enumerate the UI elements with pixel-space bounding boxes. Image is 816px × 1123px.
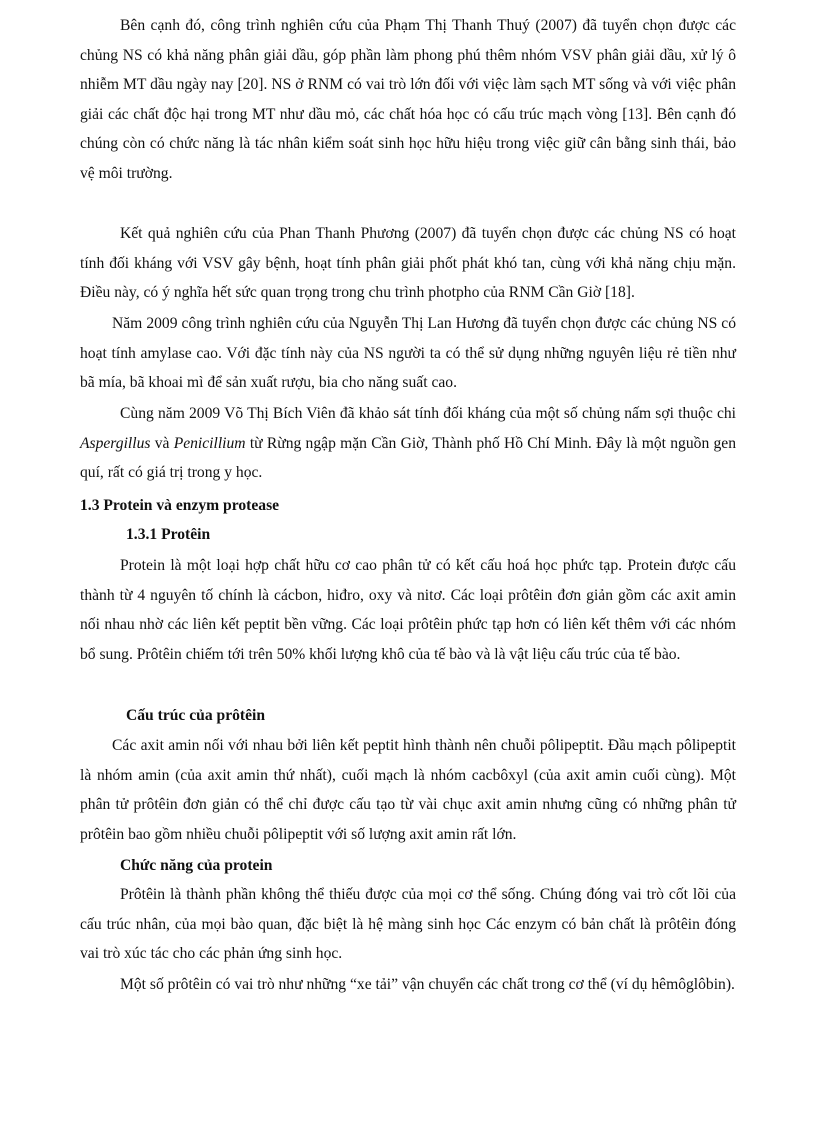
paragraph-amylase: Năm 2009 công trình nghiên cứu của Nguyễn Thị Lan Hương đã tuyển chọn được các chủng NS có hoạt tính amylase cao. Với đặc tính này của NS người ta có thể sử dụng những nguyên liệu rẻ tiền như bã mía, bã khoai mì để sản xuất rượu, bia cho năng suất cao.	[80, 315, 736, 391]
function-heading: Chức năng của protein	[120, 857, 273, 874]
section-heading: 1.3 Protein và enzym protease	[80, 497, 280, 514]
paragraph-mold-antagonism	[80, 399, 736, 488]
paragraph-protein-function: Prôtêin là thành phần không thể thiếu được của mọi cơ thể sống. Chúng đóng vai trò cốt lõi của cấu trúc nhân, của mọi bào quan, đặc biệt là hệ màng sinh học Các enzym có bản chất là prôtêin đóng vai trò xúc tác cho các phản ứng sinh học.	[80, 886, 736, 962]
genus-penicillium: Penicillium	[173, 434, 246, 452]
structure-heading: Cấu trúc của prôtêin	[126, 707, 266, 724]
paragraph-protein-definition: Protein là một loại hợp chất hữu cơ cao phân tử có kết cấu hoá học phức tạp. Protein được cấu thành từ 4 nguyên tố chính là cácbon, hiđro, oxy và nitơ. Các loại prôtêin đơn giản gồm các axit amin nối nhau nhờ các liên kết peptit bền vững. Các loại prôtêin phức tạp hơn có liên kết thêm với các nhóm bổ sung. Prôtêin chiếm tới trên 50% khối lượng khô của tế bào và là vật liệu cấu trúc của tế bào.	[80, 557, 736, 663]
paragraph-transport-protein: Một số prôtêin có vai trò như những “xe tải” vận chuyển các chất trong cơ thể (ví dụ hêmôglôbin).	[120, 976, 735, 993]
paragraph-mold-text-post: từ Rừng ngập mặn Cần Giờ, Thành phố Hồ Chí Minh. Đây là một nguồn gen quí, rất có giá trị trong y học.	[80, 434, 736, 481]
paragraph-protein-structure: Các axit amin nối với nhau bởi liên kết peptit hình thành nên chuỗi pôlipeptit. Đầu mạch pôlipeptit là nhóm amin (của axit amin thứ nhất), cuối mạch là nhóm cacbôxyl (của axit amin cuối cùng). Một phân tử prôtêin đơn giản có thể chỉ được cấu tạo từ vài chục axit amin nhưng cũng có những phân tử prôtêin bao gồm nhiều chuỗi pôlipeptit với số lượng axit amin rất lớn.	[80, 737, 736, 843]
subsection-heading: 1.3.1 Protêin	[126, 526, 211, 543]
paragraph-mold-text-and: và	[150, 434, 174, 452]
genus-aspergillus: Aspergillus	[80, 434, 151, 452]
paragraph-oil-degrading: Bên cạnh đó, công trình nghiên cứu của Phạm Thị Thanh Thuý (2007) đã tuyển chọn được các chủng NS có khả năng phân giải dầu, góp phần làm phong phú thêm nhóm VSV phân giải dầu, xử lý ô nhiễm MT dầu ngày nay [20]. NS ở RNM có vai trò lớn đối với việc làm sạch MT sống và với việc phân giải các chất độc hại trong MT như dầu mỏ, các chất hóa học có cấu trúc mạch vòng [13]. Bên cạnh đó chúng còn có chức năng là tác nhân kiểm soát sinh học hữu hiệu trong việc giữ cân bằng sinh thái, bảo vệ môi trường.	[80, 17, 736, 182]
paragraph-mold-text-pre: Cùng năm 2009 Võ Thị Bích Viên đã khảo sát tính đối kháng của một số chủng nấm sợi thuộc chi	[120, 405, 736, 422]
paragraph-antagonistic: Kết quả nghiên cứu của Phan Thanh Phương (2007) đã tuyển chọn được các chủng NS có hoạt tính đối kháng với VSV gây bệnh, hoạt tính phân giải phốt phát khó tan, cùng với khả năng chịu mặn. Điều này, có ý nghĩa hết sức quan trọng trong chu trình photpho của RNM Cần Giờ [18].	[80, 225, 736, 301]
